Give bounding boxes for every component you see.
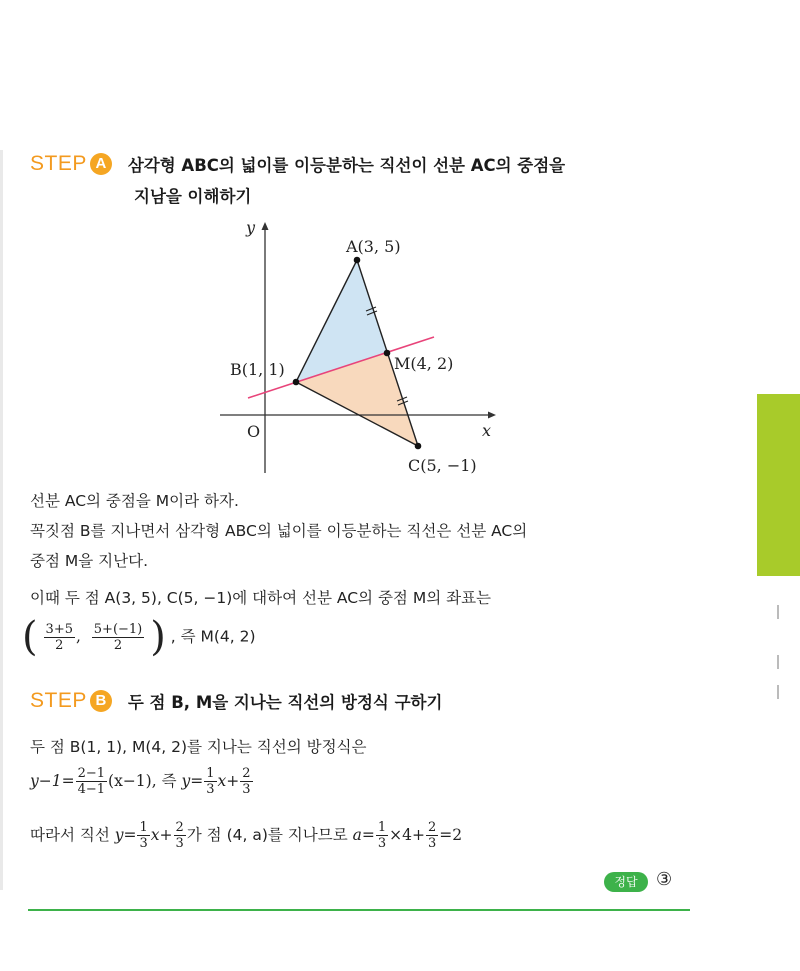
label-m: M(4, 2) [394, 354, 454, 373]
origin-label: O [247, 422, 261, 441]
body-b-conclusion: 따라서 직선 y= $\frac{1}{3}$ x+ $\frac{2}{3}$ 가 점 (4, a)를 지나므로 a= $\frac{1}{3}$ ×4+ $\frac{2}{3}$ =2 [30, 820, 463, 851]
label-b: B(1, 1) [230, 360, 285, 379]
side-chapter-tab [757, 394, 800, 576]
frac-y-mid: $\frac{5+(-1)}{2}$ [93, 621, 143, 653]
body-b-line-1: 두 점 B(1, 1), M(4, 2)를 지나는 직선의 방정식은 [30, 738, 367, 756]
page-edge-shadow [0, 150, 3, 890]
body-a-line-2: 꼭짓점 B를 지나면서 삼각형 ABC의 넓이를 이등분하는 직선은 선분 AC의 [30, 522, 528, 540]
body-a-line-1: 선분 AC의 중점을 M이라 하자. [30, 492, 239, 510]
body-a-line-5-tail: , 즉 M(4, 2) [170, 627, 256, 646]
answer-badge: 정답 [604, 872, 648, 892]
x-axis-arrow [488, 412, 496, 419]
point-a [354, 257, 361, 264]
step-a-title-line-1: 삼각형 ABC의 넓이를 이등분하는 직선이 선분 AC의 중점을 [127, 156, 566, 175]
slope-frac: $\frac{2-1}{4-1}$ [77, 766, 106, 797]
body-a-midpoint-formula: ( $\frac{3+5}{2}$ , $\frac{5+(-1)}{2}$ ) , 즉 M(4, 2) [22, 614, 256, 660]
bottom-divider [28, 909, 690, 911]
step-b-title: 두 점 B, M을 지나는 직선의 방정식 구하기 [127, 693, 443, 712]
y-axis-label: y [246, 218, 256, 237]
point-b [293, 379, 300, 386]
frac-x-mid: $\frac{3+5}{2}$ [45, 621, 73, 653]
coordinate-figure [210, 215, 510, 480]
step-a-header [30, 152, 565, 176]
label-c: C(5, −1) [408, 456, 477, 475]
body-a-line-4: 이때 두 점 A(3, 5), C(5, −1)에 대하여 선분 AC의 중점 M의 좌표는 [30, 589, 492, 607]
x-axis-label: x [482, 421, 492, 440]
step-a-title-line-2: 지남을 이해하기 [134, 187, 252, 206]
step-a-badge: A [90, 153, 112, 175]
body-b-equation: y−1= $\frac{2-1}{4-1}$ (x−1), 즉 y= $\frac{1}{3}$ x+ $\frac{2}{3}$ [30, 766, 251, 797]
answer-value: ③ [656, 869, 673, 890]
point-m [384, 350, 391, 357]
step-b-badge: B [90, 690, 112, 712]
side-mark [777, 605, 779, 619]
y-axis-arrow [262, 222, 269, 230]
step-b-header [30, 689, 442, 713]
step-b-word: STEP [30, 689, 87, 712]
step-a-word: STEP [30, 152, 87, 175]
point-c [415, 443, 422, 450]
side-tab-text: 70 [732, 525, 760, 559]
label-a: A(3, 5) [346, 237, 401, 256]
side-mark [777, 685, 779, 699]
side-mark [777, 655, 779, 669]
body-a-line-3: 중점 M을 지난다. [30, 552, 148, 570]
